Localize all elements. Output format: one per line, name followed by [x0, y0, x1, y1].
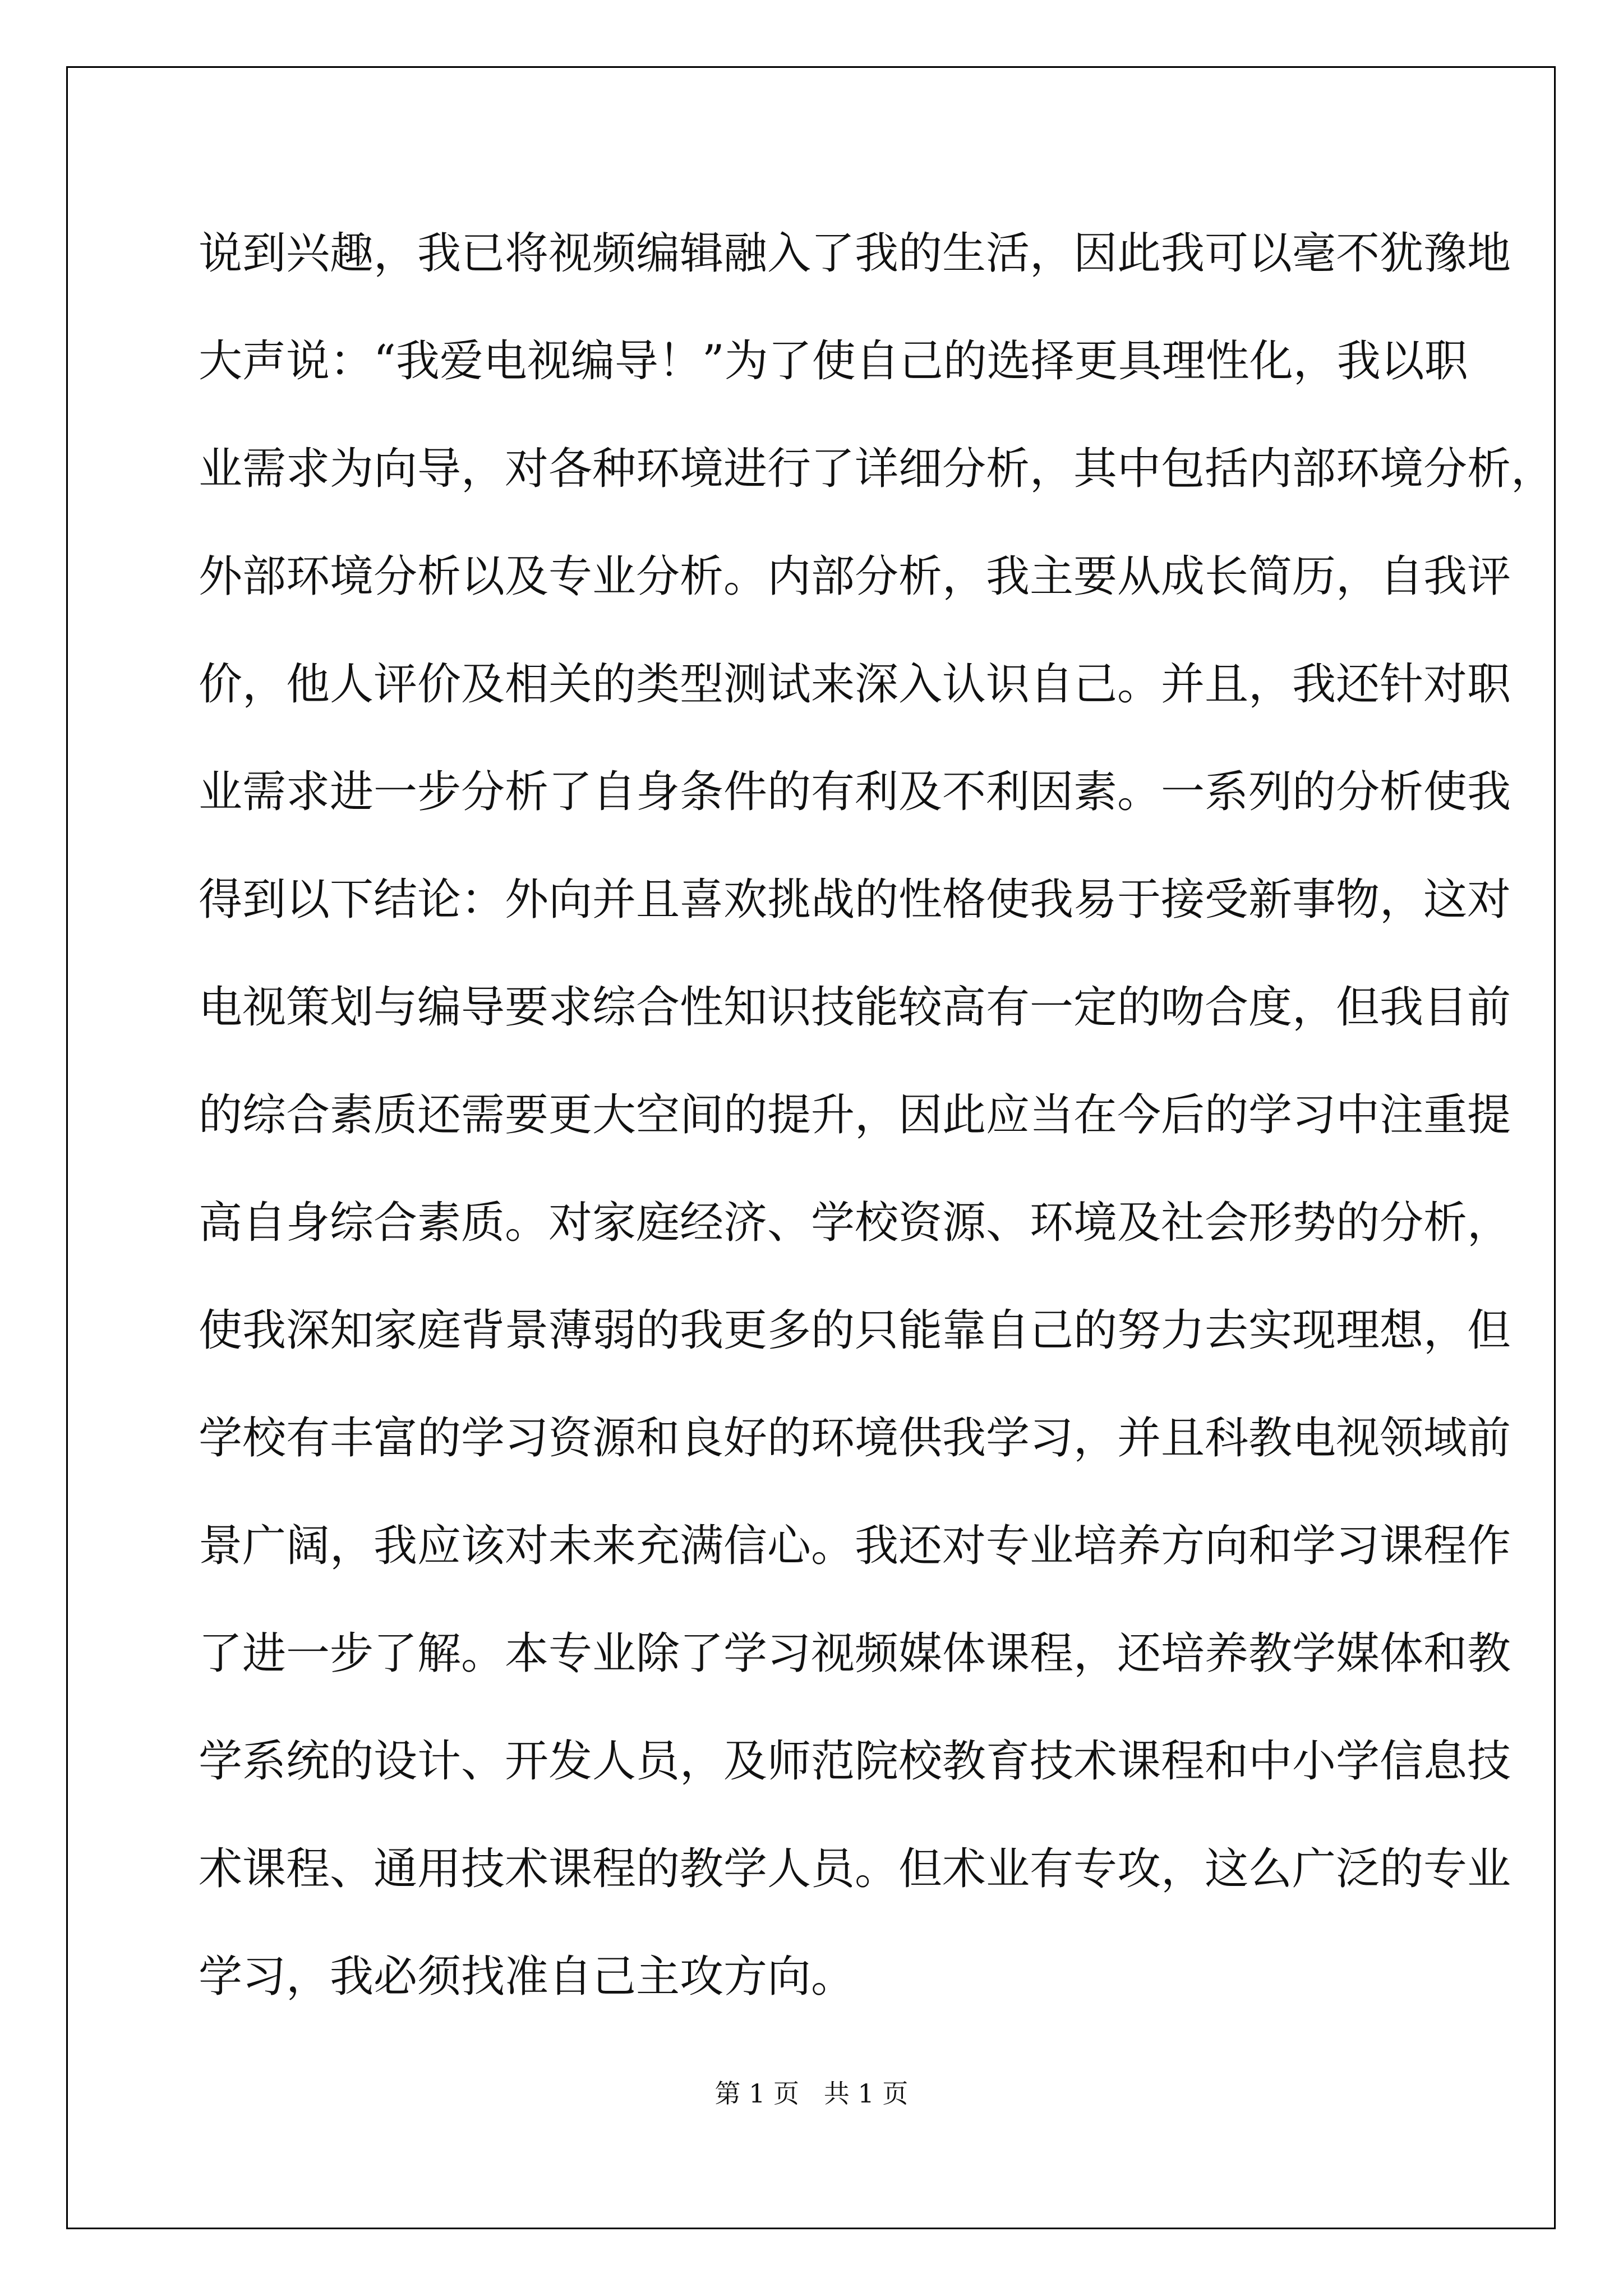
text-line: 价，他人评价及相关的类型测试来深入认识自己。并且，我还针对职	[199, 659, 1511, 710]
text-line: 高自身综合素质。对家庭经济、学校资源、环境及社会形势的分析，	[199, 1198, 1511, 1248]
text-line: 学校有丰富的学习资源和良好的环境供我学习，并且科教电视领域前	[199, 1413, 1511, 1464]
page-frame	[66, 66, 1556, 2229]
text-line: 业需求为向导，对各种环境进行了详细分析，其中包括内部环境分析，	[199, 444, 1555, 494]
text-line: 大声说：“我爱电视编导！”为了使自己的选择更具理性化，我以职	[199, 336, 1468, 386]
text-line: 学习，我必须找准自己主攻方向。	[199, 1952, 855, 2002]
text-line: 使我深知家庭背景薄弱的我更多的只能靠自己的努力去实现理想，但	[199, 1305, 1511, 1356]
page-number-footer: 第 1 页 共 1 页	[714, 2078, 909, 2109]
text-line: 术课程、通用技术课程的教学人员。但术业有专攻，这么广泛的专业	[199, 1844, 1511, 1894]
text-line: 学系统的设计、开发人员，及师范院校教育技术课程和中小学信息技	[199, 1736, 1511, 1787]
text-line: 电视策划与编导要求综合性知识技能较高有一定的吻合度，但我目前	[199, 982, 1511, 1033]
text-line: 外部环境分析以及专业分析。内部分析，我主要从成长简历，自我评	[199, 551, 1511, 602]
text-line: 说到兴趣，我已将视频编辑融入了我的生活，因此我可以毫不犹豫地	[199, 228, 1511, 279]
text-line: 了进一步了解。本专业除了学习视频媒体课程，还培养教学媒体和教	[199, 1628, 1511, 1679]
text-line: 的综合素质还需要更大空间的提升，因此应当在今后的学习中注重提	[199, 1090, 1511, 1140]
text-line: 业需求进一步分析了自身条件的有利及不利因素。一系列的分析使我	[199, 767, 1511, 817]
text-line: 得到以下结论：外向并且喜欢挑战的性格使我易于接受新事物，这对	[199, 875, 1511, 925]
text-line: 景广阔，我应该对未来充满信心。我还对专业培养方向和学习课程作	[199, 1521, 1511, 1571]
